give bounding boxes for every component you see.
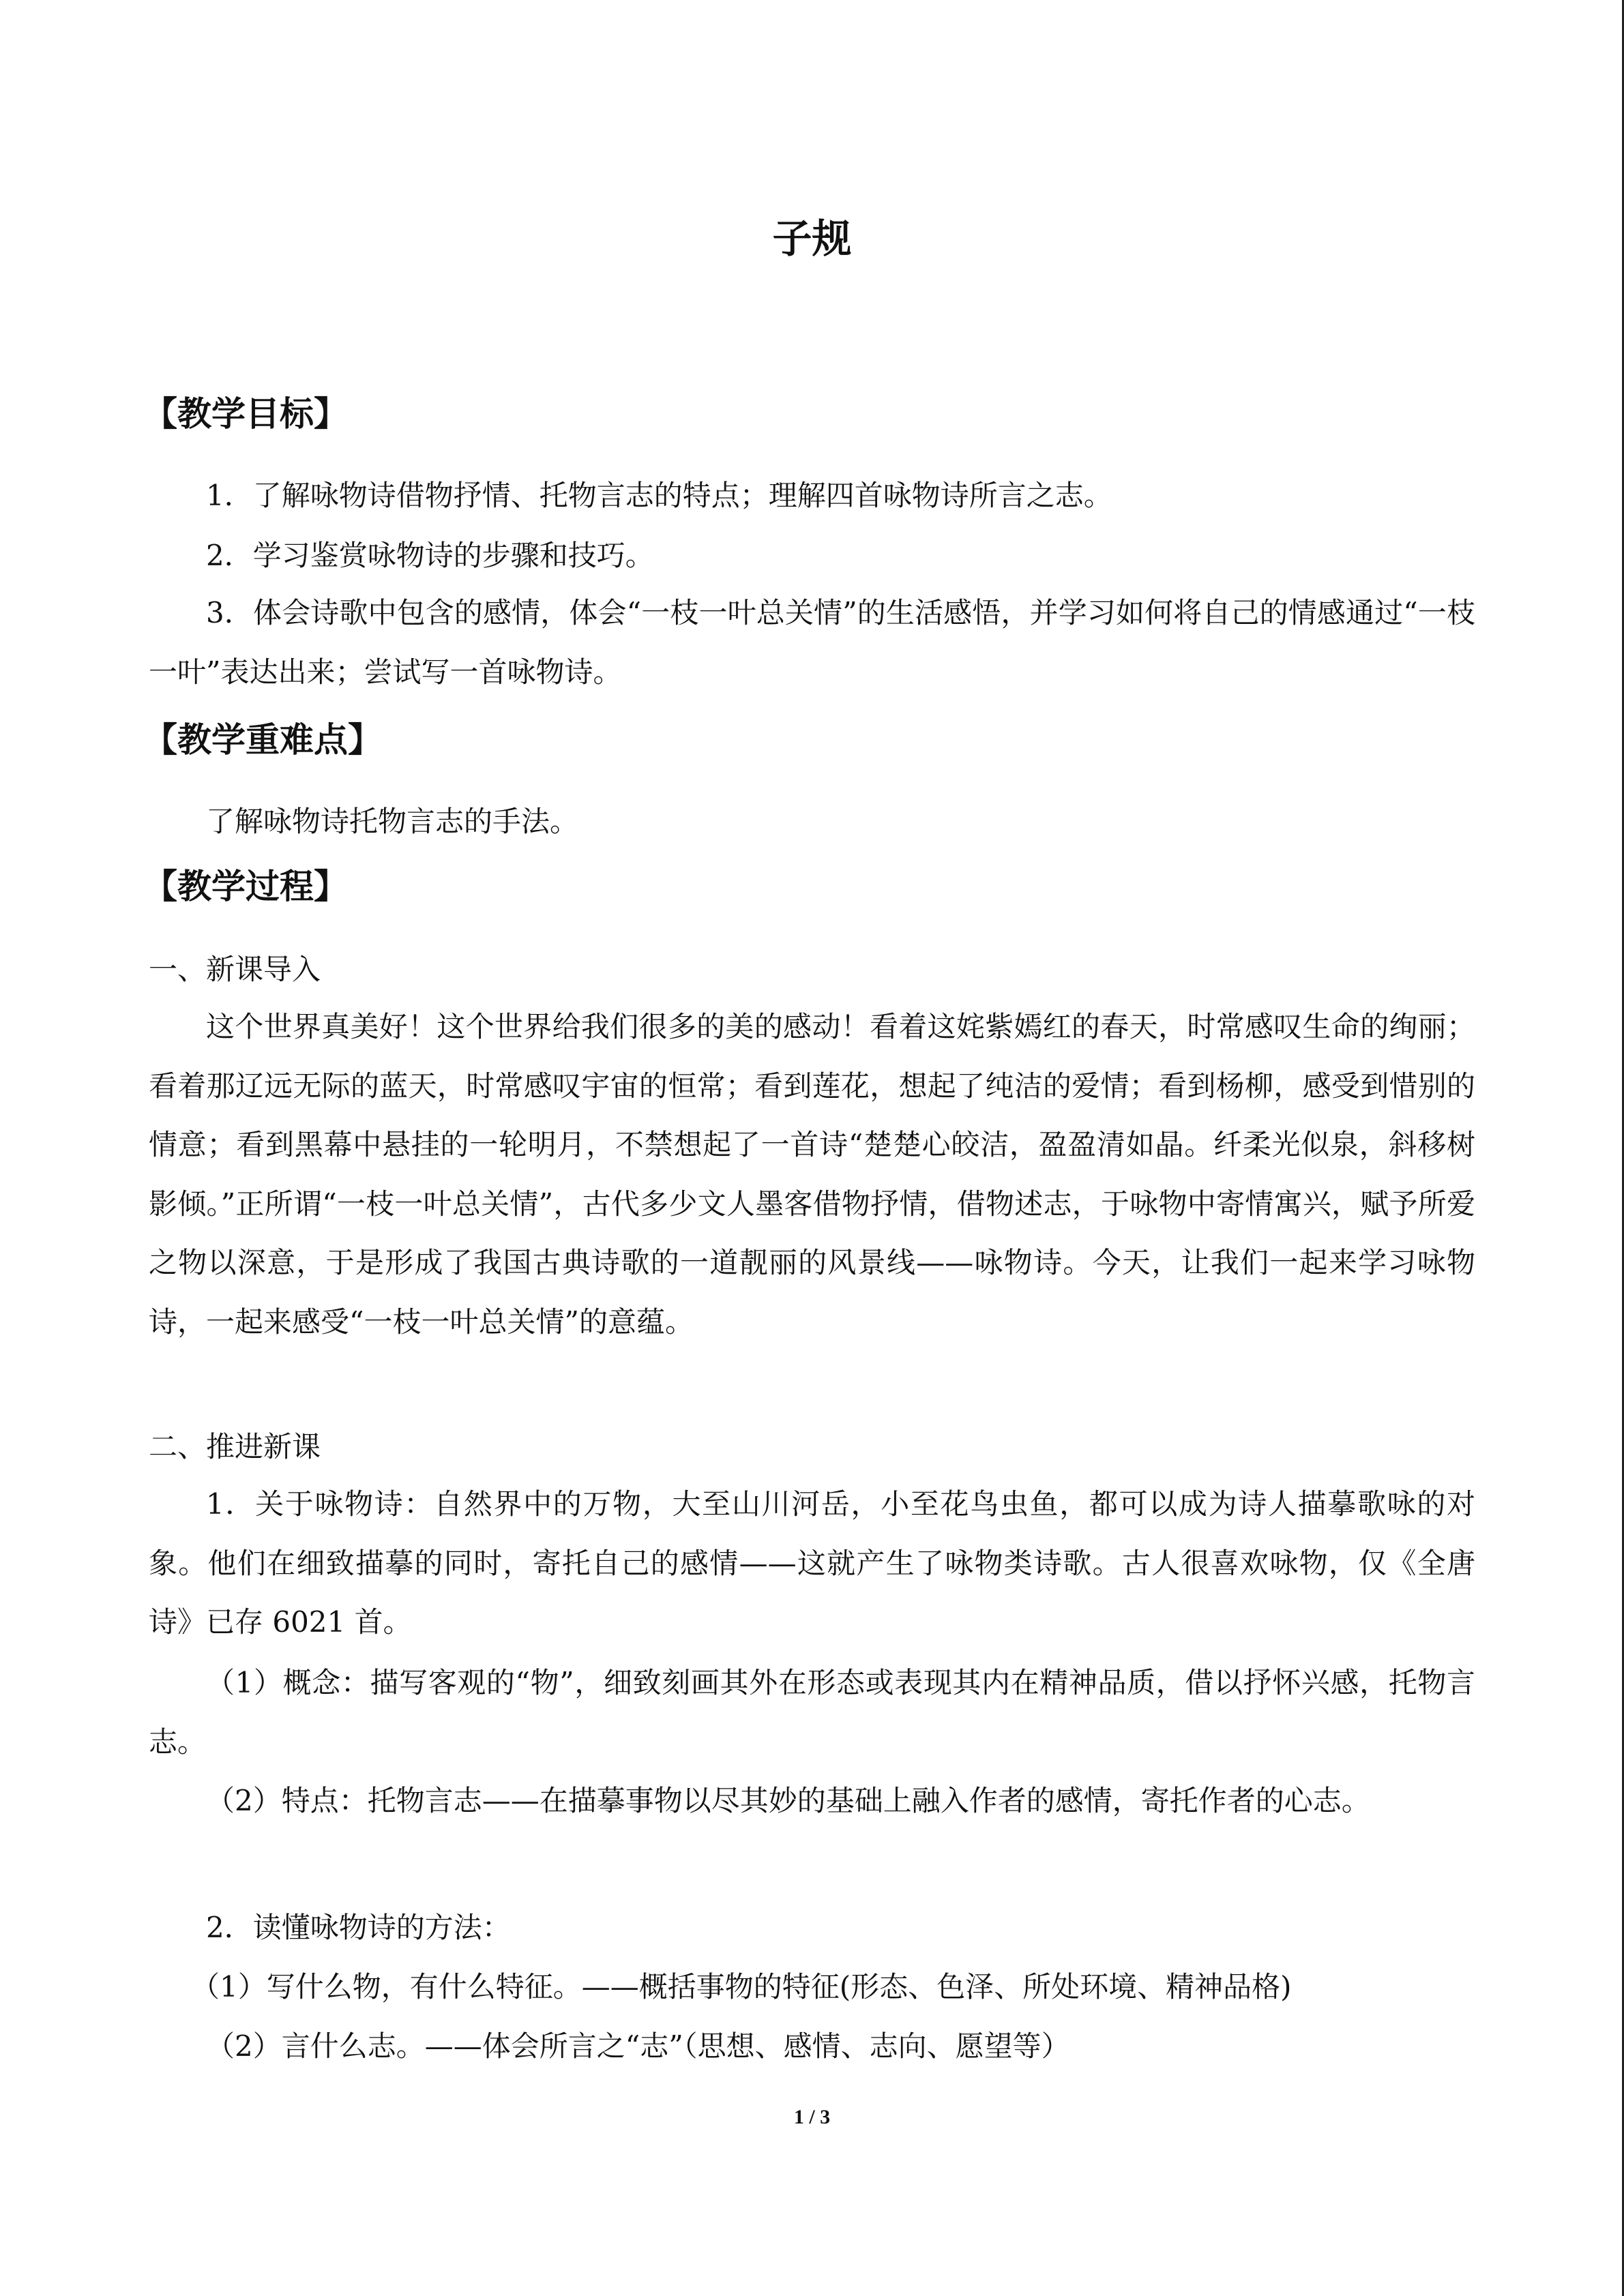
- heading-objectives: 【教学目标】: [143, 394, 348, 434]
- objective-item-3: 3．体会诗歌中包含的感情，体会“一枝一叶总关情”的生活感悟，并学习如何将自己的情感通过“一枝一叶”表达出来；尝试写一首咏物诗。: [149, 596, 1475, 689]
- item2-text: 2．读懂咏物诗的方法：: [206, 1911, 511, 1944]
- item1-text: 1．关于咏物诗：自然界中的万物，大至山川河岳，小至花鸟虫鱼，都可以成为诗人描摹歌咏的对象。他们在细致描摹的同时，寄托自己的感情——这就产生了咏物类诗歌。古人很喜欢咏物，仅《全唐诗》已存 6021 首。: [149, 1487, 1475, 1639]
- objective-item-1: 1．了解咏物诗借物抒情、托物言志的特点；理解四首咏物诗所言之志。: [206, 479, 1112, 512]
- page-number: 1 / 3: [793, 2106, 831, 2128]
- heading-process: 【教学过程】: [143, 867, 348, 906]
- item1-concept: （1）概念：描写客观的“物”，细致刻画其外在形态或表现其内在精神品质，借以抒怀兴感，托物言志。: [149, 1666, 1475, 1759]
- objective-item-2: 2．学习鉴赏咏物诗的步骤和技巧。: [206, 539, 654, 572]
- part1-title: 一、新课导入: [149, 953, 321, 986]
- item2-step1: （1）写什么物，有什么特征。——概括事物的特征(形态、色泽、所处环境、精神品格): [191, 1970, 1292, 2003]
- item1-feature: （2）特点：托物言志——在描摹事物以尽其妙的基础上融入作者的感情，寄托作者的心志。: [206, 1784, 1370, 1817]
- item2-step2: （2）言什么志。——体会所言之“志”（思想、感情、志向、愿望等）: [206, 2029, 1070, 2063]
- document-title: 子规: [772, 215, 852, 262]
- heading-key-points: 【教学重难点】: [143, 720, 382, 760]
- key-points-text: 了解咏物诗托物言志的手法。: [206, 805, 579, 838]
- part1-text: 这个世界真美好！这个世界给我们很多的美的感动！看着这姹紫嫣红的春天，时常感叹生命的绚丽；看着那辽远无际的蓝天，时常感叹宇宙的恒常；看到莲花，想起了纯洁的爱情；看到杨柳，感受到惜别的情意；看到黑幕中悬挂的一轮明月，不禁想起了一首诗“楚楚心皎洁，盈盈清如晶。纤柔光似泉，斜移树影倾。”正所谓“一枝一叶总关情”，古代多少文人墨客借物抒情，借物述志，于咏物中寄情寓兴，赋予所爱之物以深意，于是形成了我国古典诗歌的一道靓丽的风景线——咏物诗。今天，让我们一起来学习咏物诗，一起来感受“一枝一叶总关情”的意蕴。: [149, 1010, 1475, 1339]
- part2-title: 二、推进新课: [149, 1430, 321, 1463]
